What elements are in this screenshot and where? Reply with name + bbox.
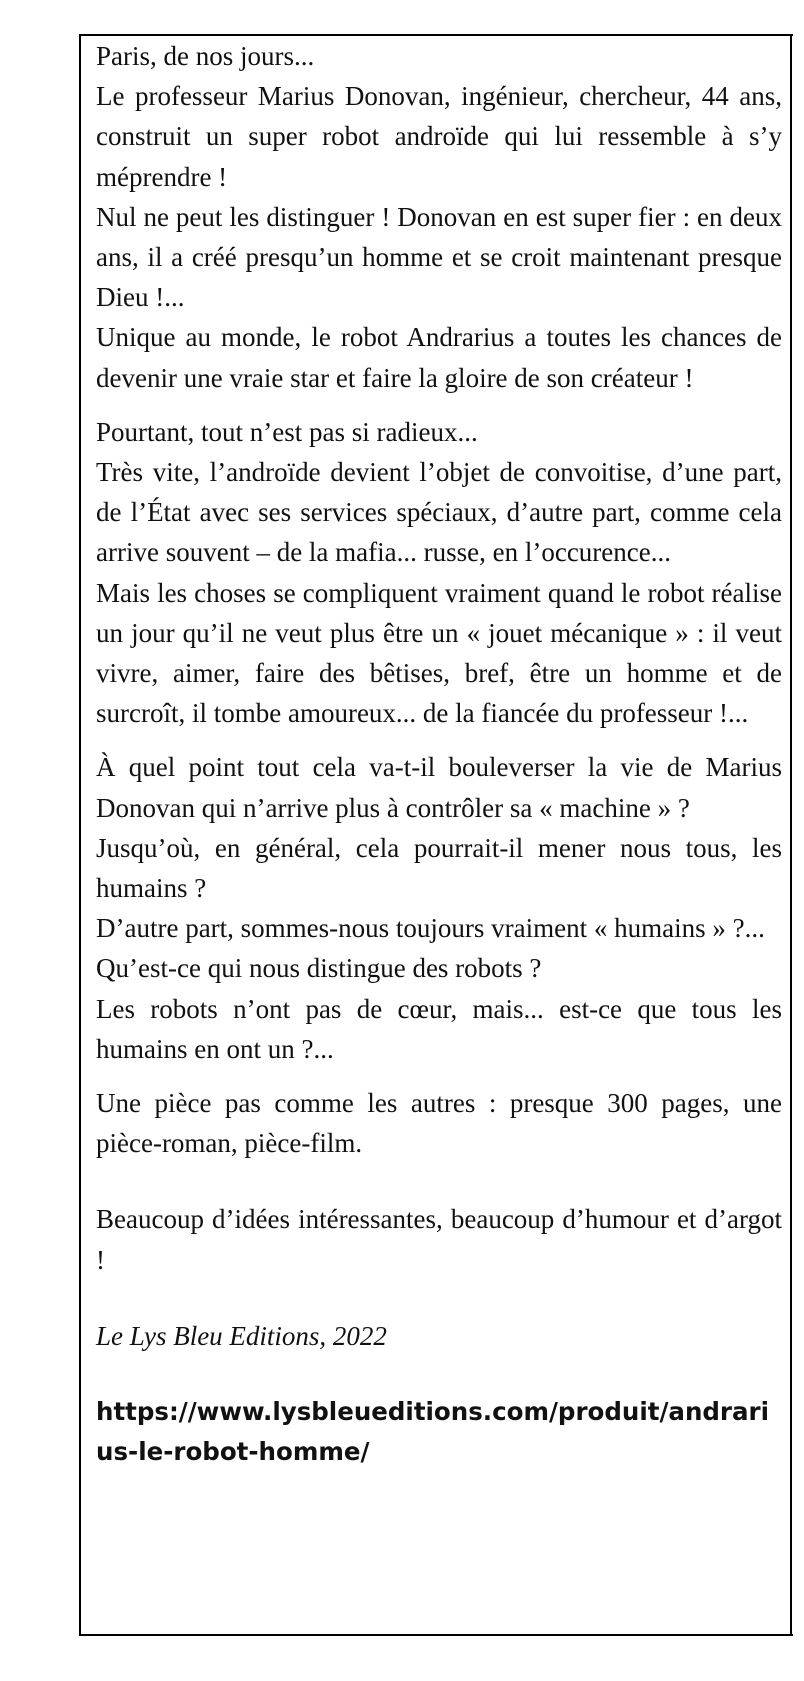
- book-blurb: [96, 36, 782, 1472]
- paragraph-setting: Paris, de nos jours...: [96, 41, 315, 71]
- paragraph-question-still-human: D’autre part, sommes-nous toujours vraiment « humains » ?...: [96, 913, 765, 944]
- paragraph-proud: Nul ne peut les distinguer ! Donovan en est super fier : en deux ans, il a créé presqu’un homme et se croit maintenant presque Dieu !...: [96, 201, 782, 313]
- paragraph-question-control: À quel point tout cela va-t-il bouleverser la vie de Marius Donovan qui n’arrive plus à contrôler sa « machine » ?: [96, 752, 782, 823]
- paragraph-however: Pourtant, tout n’est pas si radieux...: [96, 416, 478, 447]
- paragraph-question-distinguish: Qu’est-ce qui nous distingue des robots ?: [96, 953, 542, 984]
- paragraph-complications: Mais les choses se compliquent vraiment quand le robot réalise un jour qu’il ne veut plus être un « jouet mécanique » : il veut vivre, aimer, faire des bêtises, bref, être un homme et de surcroît, il tombe amoureux... de la fiancée du professeur !...: [96, 577, 782, 729]
- paragraph-unusual-play: Une pièce pas comme les autres : presque 300 pages, une pièce-roman, pièce-film.: [96, 1088, 782, 1159]
- paragraph-question-heart: Les robots n’ont pas de cœur, mais... est-ce que tous les humains en ont un ?...: [96, 993, 782, 1064]
- paragraph-question-humans: Jusqu’où, en général, cela pourrait-il mener nous tous, les humains ?: [96, 832, 782, 904]
- publisher-credit: Le Lys Bleu Editions, 2022: [96, 1320, 387, 1351]
- paragraph-unique: Unique au monde, le robot Andrarius a toutes les chances de devenir une vraie star et faire la gloire de son créateur !: [96, 322, 782, 393]
- paragraph-humour: Beaucoup d’idées intéressantes, beaucoup d’humour et d’argot !: [96, 1204, 782, 1275]
- paragraph-coveted: Très vite, l’androïde devient l’objet de convoitise, d’une part, de l’État avec ses services spéciaux, d’autre part, comme cela arrive souvent – de la mafia... russe, en l’occurence...: [96, 457, 782, 568]
- frame-right-border: [790, 34, 792, 1636]
- product-link[interactable]: https://www.lysbleueditions.com/produit/andrarius-le-robot-homme/: [96, 1397, 770, 1467]
- paragraph-professor: Le professeur Marius Donovan, ingénieur, chercheur, 44 ans, construit un super robot androïde qui lui ressemble à s’y méprendre !: [96, 81, 782, 192]
